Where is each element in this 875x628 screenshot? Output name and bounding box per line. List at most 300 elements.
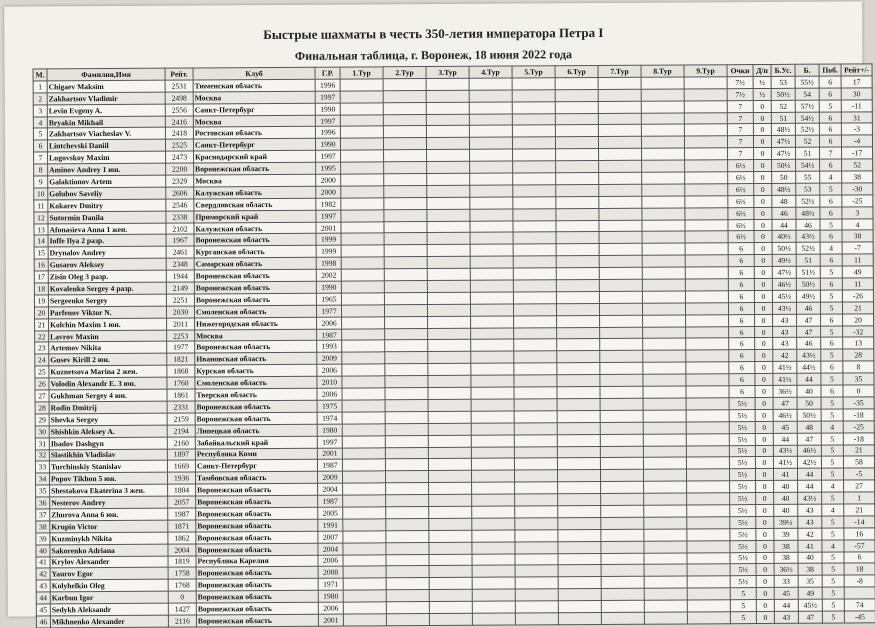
- round-cell-2: [383, 102, 426, 114]
- dp-cell: 0: [756, 600, 774, 612]
- wins-cell: 5: [821, 409, 843, 421]
- rating-change-cell: 35: [843, 373, 874, 385]
- round-cell-6: [557, 434, 600, 446]
- dp-cell: 0: [754, 148, 772, 160]
- round-cell-3: [428, 387, 471, 399]
- round-cell-9: [687, 540, 730, 552]
- buchholz-cell: 52: [795, 135, 819, 147]
- round-cell-6: [558, 601, 601, 613]
- buchholz-cell: 49½: [796, 290, 820, 302]
- round-cell-7: [600, 458, 643, 470]
- round-cell-2: [385, 340, 428, 352]
- dp-cell: 0: [754, 183, 772, 195]
- round-cell-2: [385, 435, 428, 447]
- round-cell-2: [386, 530, 429, 542]
- round-cell-7: [600, 315, 643, 327]
- round-cell-6: [555, 89, 598, 101]
- round-cell-1: [341, 257, 384, 269]
- round-cell-8: [642, 231, 685, 243]
- round-cell-3: [429, 530, 472, 542]
- buchholz-cut-cell: 46: [772, 207, 796, 219]
- round-cell-1: [342, 447, 385, 459]
- wins-cell: 5: [819, 100, 841, 112]
- round-cell-6: [556, 149, 599, 161]
- rating-cell: 2338: [166, 211, 194, 223]
- buchholz-cut-cell: 47: [773, 397, 797, 409]
- birth-year-cell: 1996: [315, 127, 340, 139]
- player-name: Nesterov Andrey: [50, 496, 168, 509]
- round-cell-5: [513, 232, 556, 244]
- club-cell: Калужская область: [194, 222, 316, 235]
- wins-cell: 6: [819, 88, 841, 100]
- rating-change-cell: 4: [842, 218, 873, 230]
- player-name: Bryakin Mikhail: [47, 116, 165, 129]
- round-cell-1: [341, 269, 384, 281]
- round-cell-2: [386, 506, 429, 518]
- round-cell-5: [514, 411, 557, 423]
- rating-change-cell: 17: [841, 76, 872, 88]
- player-name: Aminov Andrey 1 юн.: [48, 163, 166, 176]
- round-cell-1: [340, 91, 383, 103]
- birth-year-cell: 1997: [316, 150, 341, 162]
- round-cell-1: [343, 554, 386, 566]
- round-cell-7: [599, 267, 642, 279]
- buchholz-cell: 54½: [795, 112, 819, 124]
- round-cell-2: [385, 447, 428, 459]
- round-cell-1: [343, 519, 386, 531]
- round-cell-5: [512, 137, 555, 149]
- place-cell: 8: [34, 164, 48, 176]
- round-cell-1: [341, 233, 384, 245]
- player-name: Gukhman Sergey 4 юн.: [49, 389, 167, 402]
- round-cell-5: [513, 256, 556, 268]
- round-cell-8: [642, 291, 685, 303]
- round-cell-7: [601, 577, 644, 589]
- buchholz-cell: 45½: [798, 599, 822, 611]
- round-cell-1: [341, 174, 384, 186]
- place-cell: 4: [33, 116, 47, 128]
- player-name: Parfenov Viktor N.: [48, 306, 166, 319]
- buchholz-cut-cell: 33: [774, 576, 798, 588]
- dp-cell: 0: [754, 290, 772, 302]
- player-name: Lintchevski Daniil: [47, 139, 165, 152]
- dp-cell: 0: [756, 564, 774, 576]
- round-cell-4: [470, 292, 513, 304]
- round-cell-9: [686, 421, 729, 433]
- round-cell-6: [557, 446, 600, 458]
- club-cell: Курганская область: [194, 246, 316, 259]
- buchholz-cut-cell: 36½: [773, 385, 797, 397]
- player-name: Afonasieva Anna 1 жен.: [48, 223, 166, 236]
- round-cell-7: [599, 255, 642, 267]
- buchholz-cell: 44: [797, 373, 821, 385]
- player-name: Kolchin Maxim 1 юн.: [49, 318, 167, 331]
- column-header: 1.Тур: [340, 67, 383, 79]
- round-cell-4: [471, 435, 514, 447]
- points-cell: 5½: [730, 564, 756, 576]
- page-title: Быстрые шахматы в честь 350-летия императора Петра I: [263, 24, 604, 43]
- buchholz-cell: 46: [797, 338, 821, 350]
- round-cell-4: [472, 613, 515, 625]
- round-cell-7: [600, 374, 643, 386]
- rating-change-cell: -17: [842, 147, 873, 159]
- buchholz-cell: 51: [796, 254, 820, 266]
- points-cell: 5½: [729, 409, 755, 421]
- round-cell-6: [555, 77, 598, 89]
- place-cell: 14: [34, 235, 48, 247]
- dp-cell: ½: [753, 88, 771, 100]
- round-cell-5: [514, 351, 557, 363]
- round-cell-5: [512, 113, 555, 125]
- round-cell-4: [472, 565, 515, 577]
- column-header: Рейт+/-: [841, 64, 872, 76]
- points-cell: 7½: [727, 88, 753, 100]
- round-cell-2: [385, 352, 428, 364]
- player-name: Slastikhin Vladislav: [49, 449, 167, 462]
- points-cell: 6: [728, 302, 754, 314]
- buchholz-cut-cell: 41: [773, 469, 797, 481]
- birth-year-cell: 1996: [315, 79, 340, 91]
- round-cell-6: [556, 256, 599, 268]
- round-cell-6: [556, 220, 599, 232]
- place-cell: 35: [36, 485, 50, 497]
- round-cell-3: [426, 102, 469, 114]
- buchholz-cell: 44: [798, 480, 822, 492]
- place-cell: 38: [36, 521, 50, 533]
- round-cell-1: [341, 281, 384, 293]
- birth-year-cell: 1997: [316, 210, 341, 222]
- round-cell-7: [600, 386, 643, 398]
- round-cell-4: [469, 78, 512, 90]
- round-cell-6: [557, 375, 600, 387]
- buchholz-cell: 46½: [797, 445, 821, 457]
- buchholz-cell: 41: [798, 540, 822, 552]
- round-cell-7: [600, 398, 643, 410]
- buchholz-cut-cell: 41½: [773, 457, 797, 469]
- round-cell-3: [426, 90, 469, 102]
- buchholz-cut-cell: 41½: [773, 373, 797, 385]
- wins-cell: 5: [822, 599, 844, 611]
- points-cell: 6½: [728, 219, 754, 231]
- rating-change-cell: -57: [844, 539, 875, 551]
- round-cell-9: [685, 184, 728, 196]
- column-header: Очки: [727, 65, 753, 77]
- buchholz-cut-cell: 48: [772, 195, 796, 207]
- round-cell-3: [427, 161, 470, 173]
- dp-cell: 0: [754, 267, 772, 279]
- round-cell-1: [340, 79, 383, 91]
- round-cell-1: [342, 400, 385, 412]
- buchholz-cut-cell: 43: [773, 338, 797, 350]
- dp-cell: 0: [755, 457, 773, 469]
- round-cell-5: [514, 399, 557, 411]
- player-name: Drynalov Andrey: [48, 247, 166, 260]
- club-cell: Москва: [193, 115, 315, 128]
- points-cell: 6: [728, 267, 754, 279]
- club-cell: Воронежская область: [195, 400, 317, 413]
- round-cell-9: [686, 314, 729, 326]
- player-name: Zhurova Anna 6 юн.: [50, 508, 168, 521]
- round-cell-7: [600, 446, 643, 458]
- round-cell-3: [428, 471, 471, 483]
- round-cell-4: [472, 554, 515, 566]
- club-cell: Краснодарский край: [194, 150, 316, 163]
- buchholz-cell: 35: [798, 575, 822, 587]
- column-header: Рейт.: [165, 68, 193, 80]
- place-cell: 23: [35, 342, 49, 354]
- wins-cell: 6: [821, 314, 843, 326]
- birth-year-cell: 2001: [317, 448, 342, 460]
- round-cell-6: [556, 196, 599, 208]
- round-cell-7: [601, 588, 644, 600]
- player-name: Karbun Igor: [50, 591, 168, 604]
- club-cell: Воронежская область: [195, 412, 317, 425]
- buchholz-cut-cell: 45½: [772, 290, 796, 302]
- round-cell-3: [429, 518, 472, 530]
- points-cell: 6: [728, 243, 754, 255]
- round-cell-8: [643, 434, 686, 446]
- club-cell: Курская область: [195, 364, 317, 377]
- place-cell: 42: [36, 568, 50, 580]
- buchholz-cell: 53: [796, 183, 820, 195]
- column-header: М.: [33, 69, 47, 81]
- column-header: 3.Тур: [426, 66, 469, 78]
- round-cell-4: [472, 482, 515, 494]
- wins-cell: 5: [820, 290, 842, 302]
- round-cell-7: [599, 172, 642, 184]
- birth-year-cell: 2006: [317, 388, 342, 400]
- round-cell-8: [643, 374, 686, 386]
- round-cell-3: [428, 328, 471, 340]
- buchholz-cell: 40: [798, 552, 822, 564]
- round-cell-6: [556, 303, 599, 315]
- buchholz-cell: 57½: [795, 100, 819, 112]
- round-cell-7: [598, 77, 641, 89]
- player-name: Sedykh Aleksandr: [50, 603, 168, 616]
- round-cell-6: [558, 505, 601, 517]
- club-cell: Воронежская область: [194, 234, 316, 247]
- place-cell: 2: [33, 93, 47, 105]
- rating-cell: 1897: [167, 448, 195, 460]
- round-cell-1: [340, 114, 383, 126]
- points-cell: 5½: [729, 445, 755, 457]
- points-cell: 5½: [729, 433, 755, 445]
- rating-cell: 2525: [165, 139, 193, 151]
- birth-year-cell: 2001: [316, 222, 341, 234]
- buchholz-cut-cell: 50½: [772, 159, 796, 171]
- buchholz-cut-cell: 47½: [772, 266, 796, 278]
- round-cell-5: [514, 422, 557, 434]
- club-cell: Свердловская область: [194, 198, 316, 211]
- player-name: Volodin Alexandr E. 3 юн.: [49, 377, 167, 390]
- rating-change-cell: 52: [842, 159, 873, 171]
- birth-year-cell: 2006: [317, 317, 342, 329]
- round-cell-9: [685, 231, 728, 243]
- buchholz-cell: 48½: [796, 207, 820, 219]
- column-header: Б.: [795, 64, 819, 76]
- round-cell-3: [427, 292, 470, 304]
- round-cell-2: [385, 423, 428, 435]
- round-cell-1: [342, 364, 385, 376]
- wins-cell: 5: [821, 445, 843, 457]
- round-cell-2: [385, 399, 428, 411]
- points-cell: 5½: [730, 493, 756, 505]
- round-cell-8: [643, 469, 686, 481]
- round-cell-8: [643, 315, 686, 327]
- rating-change-cell: -30: [842, 183, 873, 195]
- buchholz-cut-cell: 48½: [771, 124, 795, 136]
- wins-cell: 4: [822, 540, 844, 552]
- round-cell-6: [558, 494, 601, 506]
- round-cell-2: [384, 221, 427, 233]
- round-cell-5: [515, 601, 558, 613]
- buchholz-cell: 46: [796, 219, 820, 231]
- place-cell: 41: [36, 556, 50, 568]
- dp-cell: 0: [755, 397, 773, 409]
- rating-cell: 2149: [166, 282, 194, 294]
- round-cell-8: [644, 493, 687, 505]
- rating-cell: 0: [168, 591, 196, 603]
- rating-change-cell: 38: [842, 171, 873, 183]
- round-cell-2: [385, 316, 428, 328]
- buchholz-cut-cell: 44: [774, 599, 798, 611]
- birth-year-cell: 1974: [317, 412, 342, 424]
- round-cell-8: [644, 505, 687, 517]
- rating-change-cell: -3: [841, 123, 872, 135]
- column-header: 5.Тур: [512, 66, 555, 78]
- birth-year-cell: 2007: [318, 531, 343, 543]
- round-cell-6: [558, 612, 601, 624]
- buchholz-cell: 42: [798, 528, 822, 540]
- rating-change-cell: -25: [842, 195, 873, 207]
- player-name: Zakhartsov Viacheslav V.: [47, 128, 165, 141]
- round-cell-6: [556, 208, 599, 220]
- round-cell-3: [427, 233, 470, 245]
- buchholz-cell: 40: [797, 385, 821, 397]
- round-cell-9: [687, 481, 730, 493]
- round-cell-9: [686, 410, 729, 422]
- dp-cell: 0: [755, 409, 773, 421]
- player-name: Golubov Saveliy: [48, 187, 166, 200]
- round-cell-1: [341, 198, 384, 210]
- round-cell-2: [384, 245, 427, 257]
- buchholz-cut-cell: 52: [771, 100, 795, 112]
- wins-cell: 6: [819, 112, 841, 124]
- player-name: Kovalenko Sergey 4 разр.: [48, 282, 166, 295]
- round-cell-2: [386, 602, 429, 614]
- round-cell-8: [642, 196, 685, 208]
- round-cell-7: [601, 565, 644, 577]
- buchholz-cell: 50: [797, 397, 821, 409]
- round-cell-8: [644, 552, 687, 564]
- birth-year-cell: 1987: [317, 459, 342, 471]
- round-cell-3: [427, 268, 470, 280]
- wins-cell: 4: [822, 480, 844, 492]
- round-cell-8: [642, 160, 685, 172]
- buchholz-cut-cell: 43: [773, 326, 797, 338]
- round-cell-5: [515, 613, 558, 625]
- round-cell-5: [514, 387, 557, 399]
- buchholz-cell: 43½: [798, 492, 822, 504]
- place-cell: 28: [35, 402, 49, 414]
- dp-cell: 0: [754, 231, 772, 243]
- club-cell: Санкт-Петербург: [193, 139, 315, 152]
- rating-change-cell: -32: [843, 325, 874, 337]
- rating-cell: 1987: [168, 508, 196, 520]
- round-cell-1: [342, 435, 385, 447]
- club-cell: Республика Коми: [195, 448, 317, 461]
- buchholz-cell: 54: [795, 88, 819, 100]
- round-cell-6: [558, 589, 601, 601]
- round-cell-4: [471, 351, 514, 363]
- buchholz-cut-cell: 49½: [772, 255, 796, 267]
- round-cell-7: [600, 362, 643, 374]
- rating-change-cell: 11: [842, 254, 873, 266]
- wins-cell: 4: [820, 171, 842, 183]
- round-cell-8: [643, 350, 686, 362]
- dp-cell: 0: [753, 124, 771, 136]
- round-cell-6: [555, 113, 598, 125]
- dp-cell: 0: [755, 314, 773, 326]
- round-cell-6: [556, 161, 599, 173]
- round-cell-4: [469, 125, 512, 137]
- wins-cell: 6: [820, 254, 842, 266]
- rating-change-cell: 3: [842, 207, 873, 219]
- round-cell-3: [428, 423, 471, 435]
- player-name: Turchinskiy Stanislav: [49, 461, 167, 474]
- round-cell-7: [600, 351, 643, 363]
- player-name: Gusev Kirill 2 юн.: [49, 354, 167, 367]
- place-cell: 43: [36, 580, 50, 592]
- round-cell-2: [385, 459, 428, 471]
- round-cell-5: [515, 482, 558, 494]
- place-cell: 19: [34, 295, 48, 307]
- place-cell: 18: [34, 283, 48, 295]
- wins-cell: 5: [820, 302, 842, 314]
- birth-year-cell: 1990: [315, 103, 340, 115]
- round-cell-9: [684, 136, 727, 148]
- club-cell: Нижегородская область: [195, 317, 317, 330]
- place-cell: 20: [34, 307, 48, 319]
- round-cell-7: [600, 327, 643, 339]
- rating-cell: 2461: [166, 246, 194, 258]
- column-header: Клуб: [193, 67, 315, 80]
- round-cell-9: [685, 196, 728, 208]
- birth-year-cell: 2004: [318, 543, 343, 555]
- rating-change-cell: 13: [843, 337, 874, 349]
- points-cell: 6: [729, 350, 755, 362]
- rating-cell: 1804: [168, 484, 196, 496]
- points-cell: 6: [729, 362, 755, 374]
- round-cell-7: [598, 137, 641, 149]
- rating-cell: 2004: [168, 544, 196, 556]
- round-cell-2: [383, 138, 426, 150]
- round-cell-1: [341, 293, 384, 305]
- round-cell-8: [644, 529, 687, 541]
- buchholz-cell: 47: [797, 314, 821, 326]
- round-cell-3: [427, 150, 470, 162]
- wins-cell: 6: [820, 230, 842, 242]
- birth-year-cell: 1971: [318, 578, 343, 590]
- round-cell-4: [471, 375, 514, 387]
- round-cell-1: [341, 221, 384, 233]
- round-cell-9: [685, 148, 728, 160]
- round-cell-8: [642, 208, 685, 220]
- buchholz-cell: 49: [798, 587, 822, 599]
- place-cell: 22: [35, 330, 49, 342]
- round-cell-9: [686, 433, 729, 445]
- player-name: Popov Tikhon 5 юн.: [49, 472, 167, 485]
